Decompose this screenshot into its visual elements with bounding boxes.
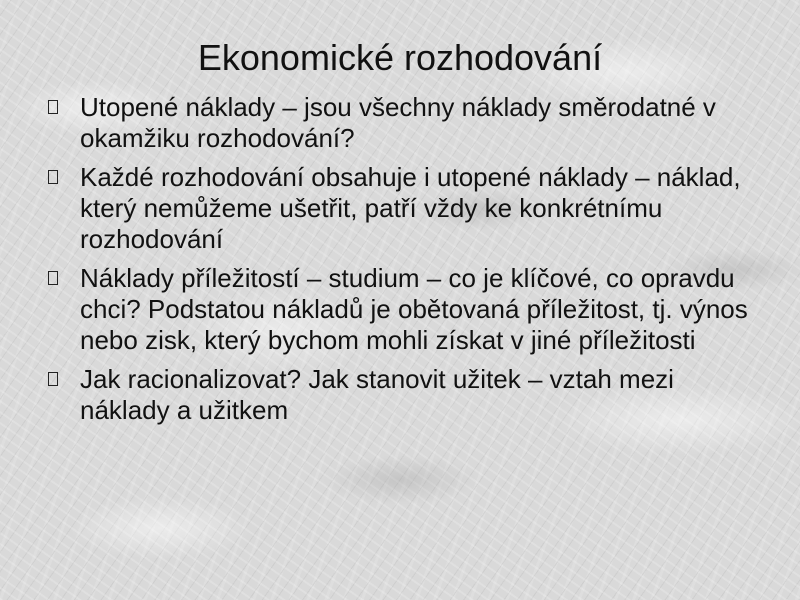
bullet-list <box>46 92 756 434</box>
bullet-item <box>46 162 756 255</box>
square-bullet-icon <box>46 364 70 395</box>
square-bullet-icon <box>46 92 70 123</box>
bullet-item <box>46 92 756 154</box>
bullet-item <box>46 263 756 356</box>
slide-title: Ekonomické rozhodování <box>197 37 603 78</box>
bullet-text: Utopené náklady – jsou všechny náklady směrodatné v okamžiku rozhodování? <box>80 92 716 153</box>
bullet-text: Jak racionalizovat? Jak stanovit užitek – vztah mezi náklady a užitkem <box>80 364 674 425</box>
square-bullet-icon <box>46 263 70 294</box>
bullet-text: Každé rozhodování obsahuje i utopené náklady – náklad, který nemůžeme ušetřit, patří vždy ke konkrétnímu rozhodování <box>80 162 741 254</box>
square-bullet-icon <box>46 162 70 193</box>
bullet-text: Náklady příležitostí – studium – co je klíčové, co opravdu chci? Podstatou nákladů je obětovaná příležitost, tj. výnos nebo zisk, který bychom mohli získat v jiné příležitosti <box>80 263 748 355</box>
bullet-item <box>46 364 756 426</box>
